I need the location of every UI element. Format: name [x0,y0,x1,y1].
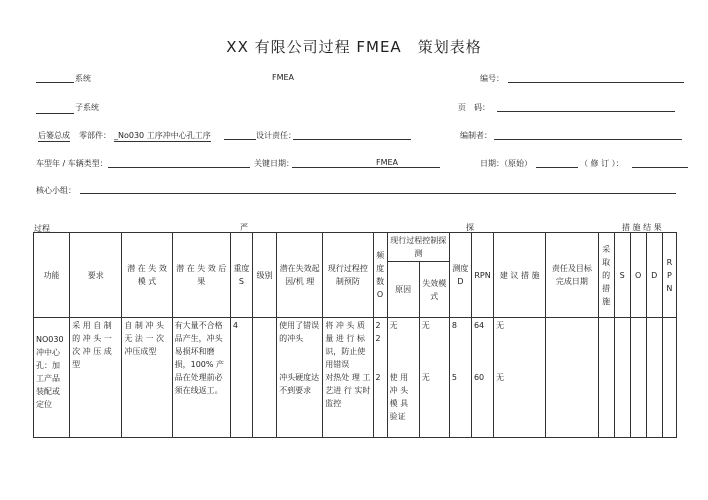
sev-top-label: 严 [240,223,248,232]
col-failure-mode: 潜 在 失 效 模 式 [122,233,172,318]
col-s2: S [614,233,630,318]
col-requirement: 要求 [70,233,122,318]
col-responsibility: 责任及目标完成日期 [546,233,598,318]
col-det-cause: 原因 [387,262,419,318]
part-blank[interactable] [224,139,256,140]
fmea-label-2: FMEA [376,158,399,167]
model-label: 车型年 / 车辆类型： [36,159,108,168]
cell-effect: 有大量不合格品产生，冲头易损坏和磨损，100% 产品在处理前必须在线返工。 [172,318,230,438]
part-value: _No030 工序冲中心孔工序 [114,131,211,140]
cell-det-cause [387,318,419,438]
col-effect: 潜 在 失 效 后 果 [172,233,230,318]
cell-det-mode [419,318,449,438]
process-label: 过程 [34,224,50,233]
cause-2: 冲头硬度达不到要求 [279,373,320,396]
cell-rpn [471,318,493,438]
occ-mid: 2 [375,334,381,344]
cell-function-text: NO030 冲中心孔：加工产品装配或定位 [36,335,64,410]
col-function: 功能 [34,233,70,318]
det-cause-1: 无 [389,321,398,331]
part-label: 零部件： [79,131,111,140]
action-1: 无 [496,321,505,331]
cell-severity: 4 [230,318,252,438]
page-label: 页 码： [458,103,490,112]
design-resp-blank[interactable] [293,139,411,140]
approve-label: 后篓总成 [38,131,70,140]
team-label: 核心小组： [36,186,76,195]
team-blank[interactable] [80,193,676,194]
page-blank[interactable] [497,111,675,112]
cell-rpn2 [662,318,676,438]
col-o2: O [630,233,646,318]
rpn-2: 60 [473,373,485,383]
number-blank[interactable] [508,82,684,83]
col-severity: 重度 S [230,233,252,318]
cell-requirement: 采 用 自 制 的 冲 头 一 次 冲 压 成 型 [70,318,122,438]
system-blank[interactable] [36,82,74,83]
key-date-blank[interactable] [292,167,440,168]
action-2: 无 [496,373,505,383]
col-class: 级别 [252,233,276,318]
number-label: 编号： [480,74,504,83]
cell-prevention [323,318,373,438]
col-cause: 潜在失效起因/机 理 [277,233,323,318]
col-rpn: RPN [471,233,493,318]
cell-action [494,318,546,438]
revised-label: （ 修 订 ）： [580,159,624,168]
prepared-blank[interactable] [494,139,682,140]
subsystem-label: 子系统 [75,103,99,112]
cell-responsibility [546,318,598,438]
col-action: 建 议 措 施 [494,233,546,318]
cell-s2 [614,318,630,438]
cause-1: 使用了错误的冲头 [279,321,320,344]
cell-cause [277,318,323,438]
prevention-1: 将 冲 头 质 量 进 行 标 识，防止使用错误 [325,321,366,370]
fmea-label: FMEA [272,73,295,82]
cell-occurrence [373,318,387,438]
det-2: 5 [451,373,457,383]
cell-d2 [646,318,662,438]
col-detection-control: 现行过程控制探测 [387,233,449,262]
rpn-1: 64 [473,321,485,331]
date-label: 日期：（原始） [480,159,532,168]
cell-detection [449,318,471,438]
occ-1: 2 [375,321,381,331]
page-title: XX 有限公司过程 FMEA 策划表格 [226,38,482,56]
col-d2: D [646,233,662,318]
subsystem-blank[interactable] [36,113,74,114]
det-mode-1: 无 [421,321,430,331]
det-mode-2: 无 [421,373,430,383]
cell-action-taken [598,318,614,438]
design-resp-label: 设计责任： [256,131,296,140]
col-prevention: 现行过程控制预防 [323,233,373,318]
cell-function [34,318,70,438]
det-top-label: 探 [466,223,474,232]
date-blank[interactable] [536,167,578,168]
col-detection: 测度D [449,233,471,318]
col-det-mode: 失效模式 [419,262,449,318]
system-label: 系统 [75,74,91,83]
fmea-table [33,232,677,438]
prepared-label: 编制者： [460,131,492,140]
prevention-2: 对热处 理 工艺进 行 实时监控 [325,373,371,409]
cell-class [252,318,276,438]
results-label: 措 施 结 果 [622,223,662,232]
occ-2: 2 [375,373,381,383]
det-cause-2: 使 用 冲 头 模 具 验证 [389,373,409,422]
col-occurrence: 频度数O [373,233,387,318]
col-rpn2: RPN [662,233,676,318]
revised-blank[interactable] [632,167,688,168]
model-blank[interactable] [108,167,250,168]
key-date-label: 关键日期： [254,159,294,168]
cell-o2 [630,318,646,438]
det-1: 8 [451,321,457,331]
col-action-taken: 采取的措施 [598,233,614,318]
cell-failure-mode: 自 制 冲 头 无 法 一 次 冲压成型 [122,318,172,438]
